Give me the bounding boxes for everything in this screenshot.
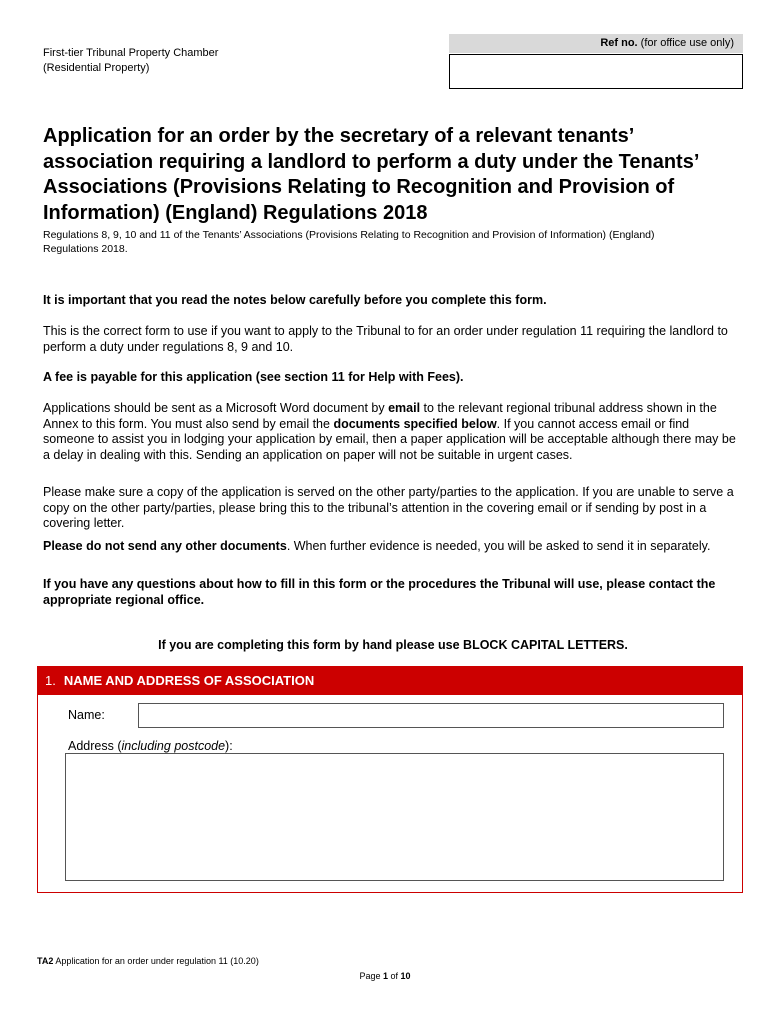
address-label-italic: including postcode <box>121 739 226 753</box>
tribunal-name <box>43 46 218 76</box>
applications-note <box>43 401 743 463</box>
page-number <box>0 971 770 981</box>
name-label: Name: <box>68 708 105 722</box>
page-of: of <box>388 971 401 981</box>
address-label-start: Address ( <box>68 739 122 753</box>
address-input[interactable] <box>65 753 724 881</box>
section-1-number: 1. <box>45 673 56 688</box>
serve-copy-note: Please make sure a copy of the application is served on the other party/parties to the application. If you are unable to serve a copy on the other party/parties, please bring this to the tribunal’s attention in the covering email or if sending by post in a covering letter. <box>43 485 734 530</box>
footer-desc: Application for an order under regulation 11 (10.20) <box>53 956 259 966</box>
ref-no-note: (for office use only) <box>637 37 734 49</box>
form-title: Application for an order by the secretary of a relevant tenants’ association requiring a landlord to perform a duty under the Tenants’ Associations (Provisions Relating to Recognition and Provision of Information) (England) Regulations 2018 <box>43 125 699 224</box>
important-note: It is important that you read the notes below carefully before you complete this form. <box>43 293 547 307</box>
section-1 <box>37 666 743 893</box>
page-current: 1 <box>382 971 388 981</box>
ref-no-field[interactable] <box>449 54 743 89</box>
no-docs-note <box>43 539 743 555</box>
footer-code-bold: TA2 <box>37 956 54 966</box>
form-subtitle: Regulations 8, 9, 10 and 11 of the Tenants’ Associations (Provisions Relating to Recognition and Provision of Information) (England) Regulations 2018. <box>43 229 655 255</box>
tribunal-name-line2: (Residential Property) <box>43 62 150 74</box>
applications-email: email <box>388 401 421 415</box>
applications-part3: . If you cannot access email or find someone to assist you in lodging your application by email, then a paper application will be acceptable although there may be a delay in dealing with this. Sending an application on paper will not be suitable in urgent cases. <box>43 416 736 462</box>
address-label <box>68 739 233 754</box>
block-capitals-note: If you are completing this form by hand please use BLOCK CAPITAL LETTERS. <box>158 638 628 652</box>
footer-form-code <box>37 956 259 966</box>
no-docs-bold: Please do not send any other documents <box>43 539 287 553</box>
name-input[interactable] <box>138 703 724 728</box>
page-prefix: Page <box>359 971 383 981</box>
correct-form-note: This is the correct form to use if you want to apply to the Tribunal to for an order under regulation 11 requiring the landlord to perform a duty under regulations 8, 9 and 10. <box>43 324 728 354</box>
page-total: 10 <box>400 971 411 981</box>
fee-note: A fee is payable for this application (see section 11 for Help with Fees). <box>43 370 464 384</box>
address-label-end: ): <box>225 739 233 753</box>
applications-docs: documents specified below <box>333 416 497 431</box>
no-docs-rest: . When further evidence is needed, you will be asked to send it in separately. <box>286 539 711 553</box>
applications-part2: to the relevant regional tribunal address shown in the Annex to this form. You must also send by email the <box>43 401 717 431</box>
questions-note: If you have any questions about how to fill in this form or the procedures the Tribunal will use, please contact the appropriate regional office. <box>43 577 716 607</box>
ref-no-bold: Ref no. <box>600 37 638 49</box>
applications-part1: Applications should be sent as a Microsoft Word document by <box>43 401 389 415</box>
ref-no-label <box>449 34 743 53</box>
section-1-title: NAME AND ADDRESS OF ASSOCIATION <box>63 673 315 688</box>
section-1-heading <box>38 667 742 695</box>
tribunal-name-line1: First-tier Tribunal Property Chamber <box>43 47 219 59</box>
